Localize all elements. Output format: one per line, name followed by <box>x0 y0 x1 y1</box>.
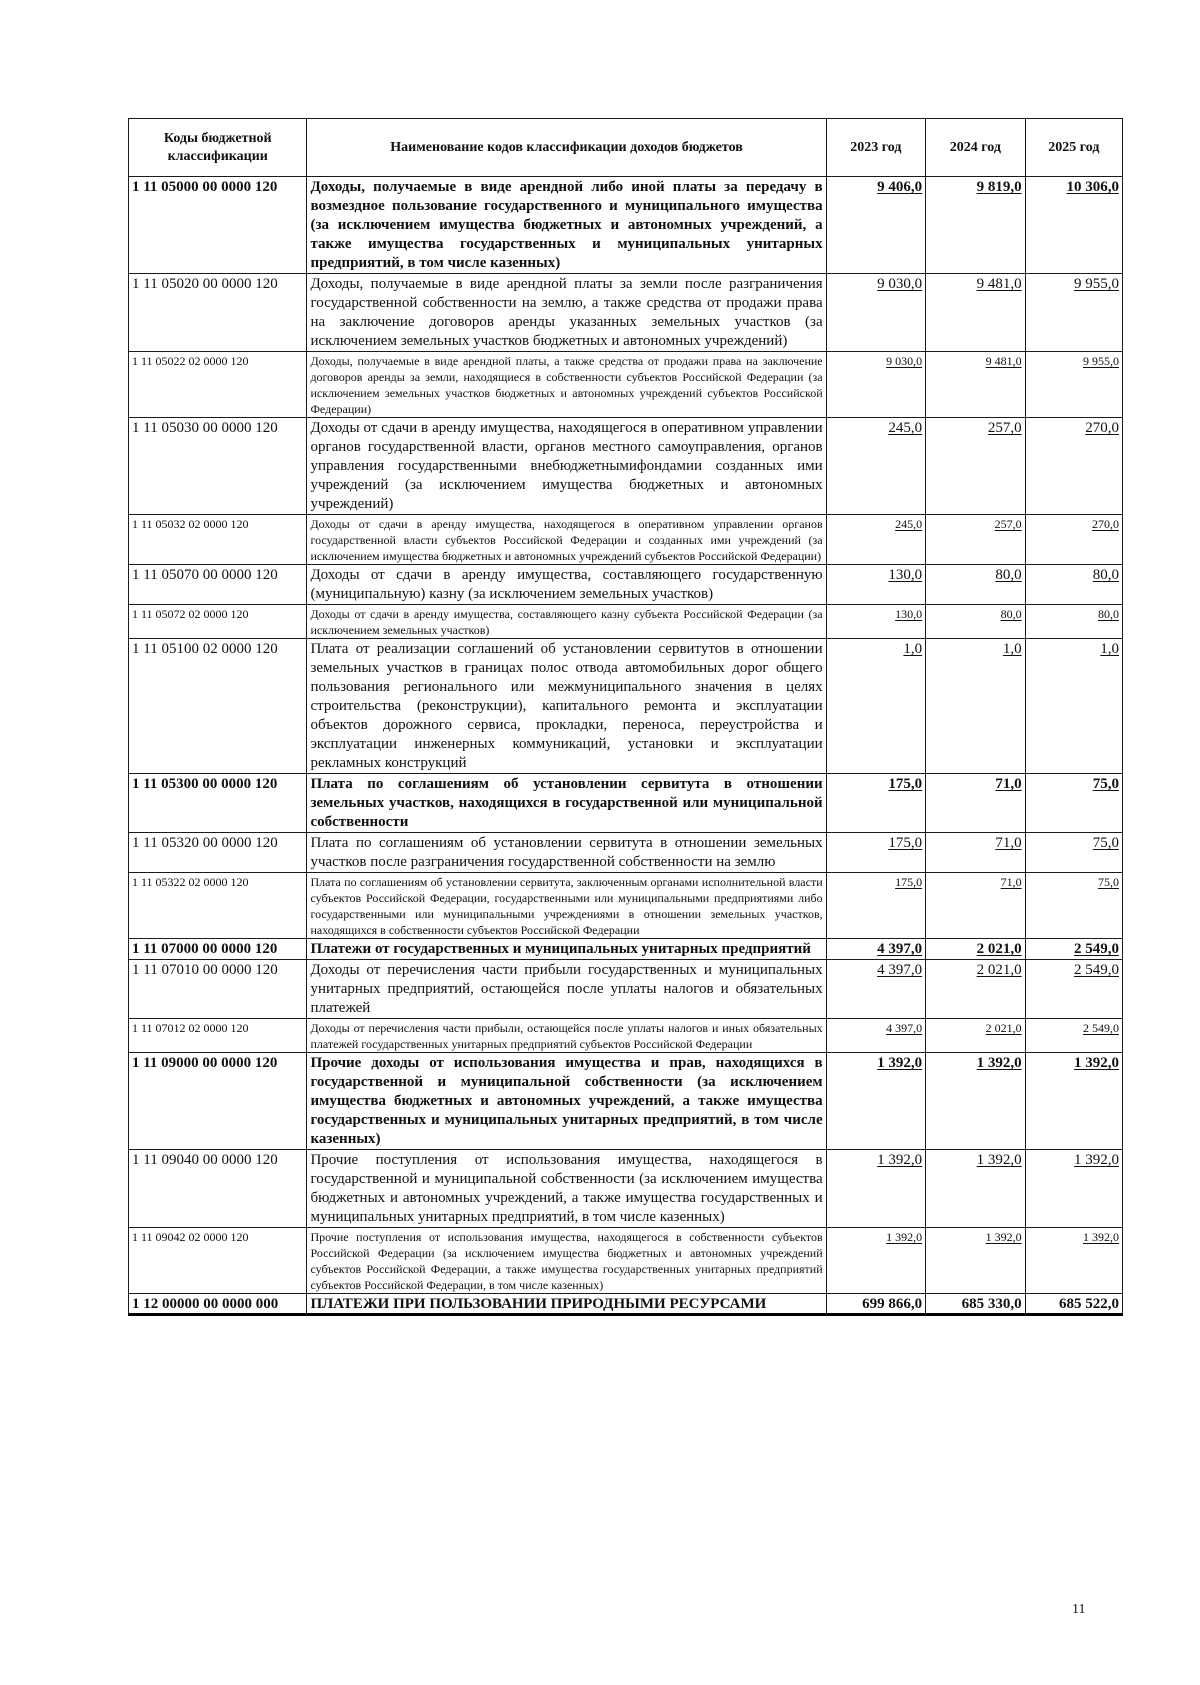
row-code: 1 11 09042 02 0000 120 <box>129 1228 307 1294</box>
header-name: Наименование кодов классификации доходов бюджетов <box>307 119 826 177</box>
row-value-2023: 175,0 <box>826 774 926 833</box>
row-value-2024: 257,0 <box>926 515 1026 565</box>
table-row <box>129 274 1123 352</box>
table-row <box>129 833 1123 873</box>
row-value-2023: 245,0 <box>826 418 926 515</box>
row-value-2024: 257,0 <box>926 418 1026 515</box>
row-value-2025: 75,0 <box>1025 774 1122 833</box>
row-value-2025: 75,0 <box>1025 873 1122 939</box>
row-value-2025: 2 549,0 <box>1025 1019 1122 1053</box>
row-code: 1 11 05000 00 0000 120 <box>129 177 307 274</box>
row-value-2024: 80,0 <box>926 605 1026 639</box>
table-row <box>129 565 1123 605</box>
row-name: Платежи от государственных и муниципальных унитарных предприятий <box>307 939 826 960</box>
table-row <box>129 1019 1123 1053</box>
row-code: 1 11 07000 00 0000 120 <box>129 939 307 960</box>
table-row <box>129 605 1123 639</box>
row-value-2024: 71,0 <box>926 774 1026 833</box>
row-value-2023: 175,0 <box>826 873 926 939</box>
row-value-2023: 4 397,0 <box>826 1019 926 1053</box>
row-value-2023: 4 397,0 <box>826 960 926 1019</box>
row-name: Прочие поступления от использования имущества, находящегося в государственной и муниципальной собственности (за исключением имущества бюджетных и автономных учреждений, а также имущества государственных и муниципальных унитарных предприятий, в том числе казенных) <box>307 1150 826 1228</box>
row-code: 1 11 09040 00 0000 120 <box>129 1150 307 1228</box>
row-value-2024: 9 819,0 <box>926 177 1026 274</box>
table-row-section-total <box>129 1294 1123 1315</box>
table-row <box>129 873 1123 939</box>
row-value-2024: 1 392,0 <box>926 1053 1026 1150</box>
table-row <box>129 352 1123 418</box>
table-row <box>129 939 1123 960</box>
row-name: Плата по соглашениям об установлении сервитута в отношении земельных участков, находящихся в государственной или муниципальной собственности <box>307 774 826 833</box>
row-value-2023: 130,0 <box>826 605 926 639</box>
row-value-2025: 80,0 <box>1025 605 1122 639</box>
row-value-2024: 80,0 <box>926 565 1026 605</box>
row-value-2024: 2 021,0 <box>926 960 1026 1019</box>
row-name: Прочие доходы от использования имущества и прав, находящихся в государственной и муниципальной собственности (за исключением имущества бюджетных и автономных учреждений, а также имущества государственных и муниципальных унитарных предприятий, в том числе казенных) <box>307 1053 826 1150</box>
row-name: Доходы, получаемые в виде арендной платы за земли после разграничения государственной собственности на землю, а также средства от продажи права на заключение договоров аренды указанных земельных участков (за исключением земельных участков бюджетных и автономных учреждений) <box>307 274 826 352</box>
row-value-2025: 1 392,0 <box>1025 1228 1122 1294</box>
budget-revenue-table <box>128 118 1123 1316</box>
row-code: 1 11 05020 00 0000 120 <box>129 274 307 352</box>
table-row <box>129 639 1123 774</box>
row-value-2025: 10 306,0 <box>1025 177 1122 274</box>
row-name: Прочие поступления от использования имущества, находящегося в собственности субъектов Российской Федерации (за исключением имущества бюджетных и автономных учреждений субъектов Российской Федерации, а также имущества государственных унитарных предприятий субъектов Российской Федерации, в том числе казенных) <box>307 1228 826 1294</box>
row-value-2023: 1 392,0 <box>826 1150 926 1228</box>
row-value-2024: 1,0 <box>926 639 1026 774</box>
row-value-2023: 1,0 <box>826 639 926 774</box>
row-value-2025: 1 392,0 <box>1025 1150 1122 1228</box>
row-value-2024: 71,0 <box>926 873 1026 939</box>
row-name: Доходы от сдачи в аренду имущества, находящегося в оперативном управлении органов государственной власти, органов местного самоуправления, органов управления государственными внебюджетнымифондамии созданных ими учреждений (за исключением имущества бюджетных и автономных учреждений) <box>307 418 826 515</box>
row-value-2024: 9 481,0 <box>926 274 1026 352</box>
row-value-2023: 1 392,0 <box>826 1053 926 1150</box>
row-value-2023: 9 030,0 <box>826 274 926 352</box>
row-name: Доходы от перечисления части прибыли, остающейся после уплаты налогов и иных обязательных платежей государственных унитарных предприятий субъектов Российской Федерации <box>307 1019 826 1053</box>
table-row <box>129 418 1123 515</box>
table-row <box>129 774 1123 833</box>
table-row <box>129 1150 1123 1228</box>
row-value-2023: 9 406,0 <box>826 177 926 274</box>
row-name: Доходы от сдачи в аренду имущества, составляющего казну субъекта Российской Федерации (за исключением земельных участков) <box>307 605 826 639</box>
table-row <box>129 515 1123 565</box>
row-value-2025: 80,0 <box>1025 565 1122 605</box>
row-name: Плата от реализации соглашений об установлении сервитутов в отношении земельных участков в границах полос отвода автомобильных дорог общего пользования регионального или межмуниципального значения в целях строительства (реконструкции), капитального ремонта и эксплуатации объектов дорожного сервиса, прокладки, переноса, переустройства и эксплуатации инженерных коммуникаций, установки и эксплуатации рекламных конструкций <box>307 639 826 774</box>
row-value-2025: 9 955,0 <box>1025 274 1122 352</box>
row-value-2024: 685 330,0 <box>926 1294 1026 1315</box>
row-code: 1 11 07010 00 0000 120 <box>129 960 307 1019</box>
row-name: Доходы, получаемые в виде арендной платы, а также средства от продажи права на заключение договоров аренды за земли, находящиеся в собственности субъектов Российской Федерации (за исключением земельных участков бюджетных и автономных учреждений субъектов Российской Федерации) <box>307 352 826 418</box>
table-row <box>129 960 1123 1019</box>
header-code: Коды бюджетной классификации <box>129 119 307 177</box>
row-code: 1 11 05032 02 0000 120 <box>129 515 307 565</box>
row-value-2025: 685 522,0 <box>1025 1294 1122 1315</box>
row-value-2025: 2 549,0 <box>1025 939 1122 960</box>
table-row <box>129 1228 1123 1294</box>
row-name: Плата по соглашениям об установлении сервитута в отношении земельных участков после разграничения государственной собственности на землю <box>307 833 826 873</box>
row-code: 1 11 05022 02 0000 120 <box>129 352 307 418</box>
row-code: 1 11 05322 02 0000 120 <box>129 873 307 939</box>
row-value-2025: 270,0 <box>1025 515 1122 565</box>
row-value-2024: 9 481,0 <box>926 352 1026 418</box>
row-value-2023: 4 397,0 <box>826 939 926 960</box>
row-code: 1 11 05100 02 0000 120 <box>129 639 307 774</box>
row-value-2024: 1 392,0 <box>926 1150 1026 1228</box>
row-code: 1 11 05320 00 0000 120 <box>129 833 307 873</box>
row-name: Доходы, получаемые в виде арендной либо иной платы за передачу в возмездное пользование государственного и муниципального имущества (за исключением имущества бюджетных и автономных учреждений, а также имущества государственных и муниципальных унитарных предприятий, в том числе казенных) <box>307 177 826 274</box>
row-code: 1 11 07012 02 0000 120 <box>129 1019 307 1053</box>
row-code: 1 11 05030 00 0000 120 <box>129 418 307 515</box>
row-value-2025: 1 392,0 <box>1025 1053 1122 1150</box>
row-value-2023: 699 866,0 <box>826 1294 926 1315</box>
row-value-2025: 270,0 <box>1025 418 1122 515</box>
row-name: ПЛАТЕЖИ ПРИ ПОЛЬЗОВАНИИ ПРИРОДНЫМИ РЕСУРСАМИ <box>307 1294 826 1315</box>
row-value-2024: 2 021,0 <box>926 939 1026 960</box>
row-value-2024: 1 392,0 <box>926 1228 1026 1294</box>
row-code: 1 11 05070 00 0000 120 <box>129 565 307 605</box>
row-name: Доходы от сдачи в аренду имущества, находящегося в оперативном управлении органов государственной власти субъектов Российской Федерации и созданных ими учреждений (за исключением имущества бюджетных и автономных учреждений субъектов Российской Федерации) <box>307 515 826 565</box>
row-code: 1 11 05300 00 0000 120 <box>129 774 307 833</box>
row-value-2024: 71,0 <box>926 833 1026 873</box>
row-name: Доходы от сдачи в аренду имущества, составляющего государственную (муниципальную) казну (за исключением земельных участков) <box>307 565 826 605</box>
row-value-2025: 2 549,0 <box>1025 960 1122 1019</box>
page-number: 11 <box>1072 1602 1086 1617</box>
row-value-2023: 9 030,0 <box>826 352 926 418</box>
row-value-2025: 75,0 <box>1025 833 1122 873</box>
table-row <box>129 177 1123 274</box>
table-header-row <box>129 119 1123 177</box>
row-code: 1 11 09000 00 0000 120 <box>129 1053 307 1150</box>
row-code: 1 12 00000 00 0000 000 <box>129 1294 307 1315</box>
row-value-2025: 9 955,0 <box>1025 352 1122 418</box>
row-value-2023: 1 392,0 <box>826 1228 926 1294</box>
row-value-2024: 2 021,0 <box>926 1019 1026 1053</box>
header-2023: 2023 год <box>826 119 926 177</box>
row-name: Доходы от перечисления части прибыли государственных и муниципальных унитарных предприятий, остающейся после уплаты налогов и обязательных платежей <box>307 960 826 1019</box>
row-value-2023: 175,0 <box>826 833 926 873</box>
table-row <box>129 1053 1123 1150</box>
row-value-2025: 1,0 <box>1025 639 1122 774</box>
row-name: Плата по соглашениям об установлении сервитута, заключенным органами исполнительной власти субъектов Российской Федерации, государственными или муниципальными предприятиями либо государственными или муниципальными учреждениями в отношении земельных участков, находящихся в собственности субъектов Российской Федерации <box>307 873 826 939</box>
header-2025: 2025 год <box>1025 119 1122 177</box>
header-2024: 2024 год <box>926 119 1026 177</box>
row-value-2023: 245,0 <box>826 515 926 565</box>
row-code: 1 11 05072 02 0000 120 <box>129 605 307 639</box>
row-value-2023: 130,0 <box>826 565 926 605</box>
